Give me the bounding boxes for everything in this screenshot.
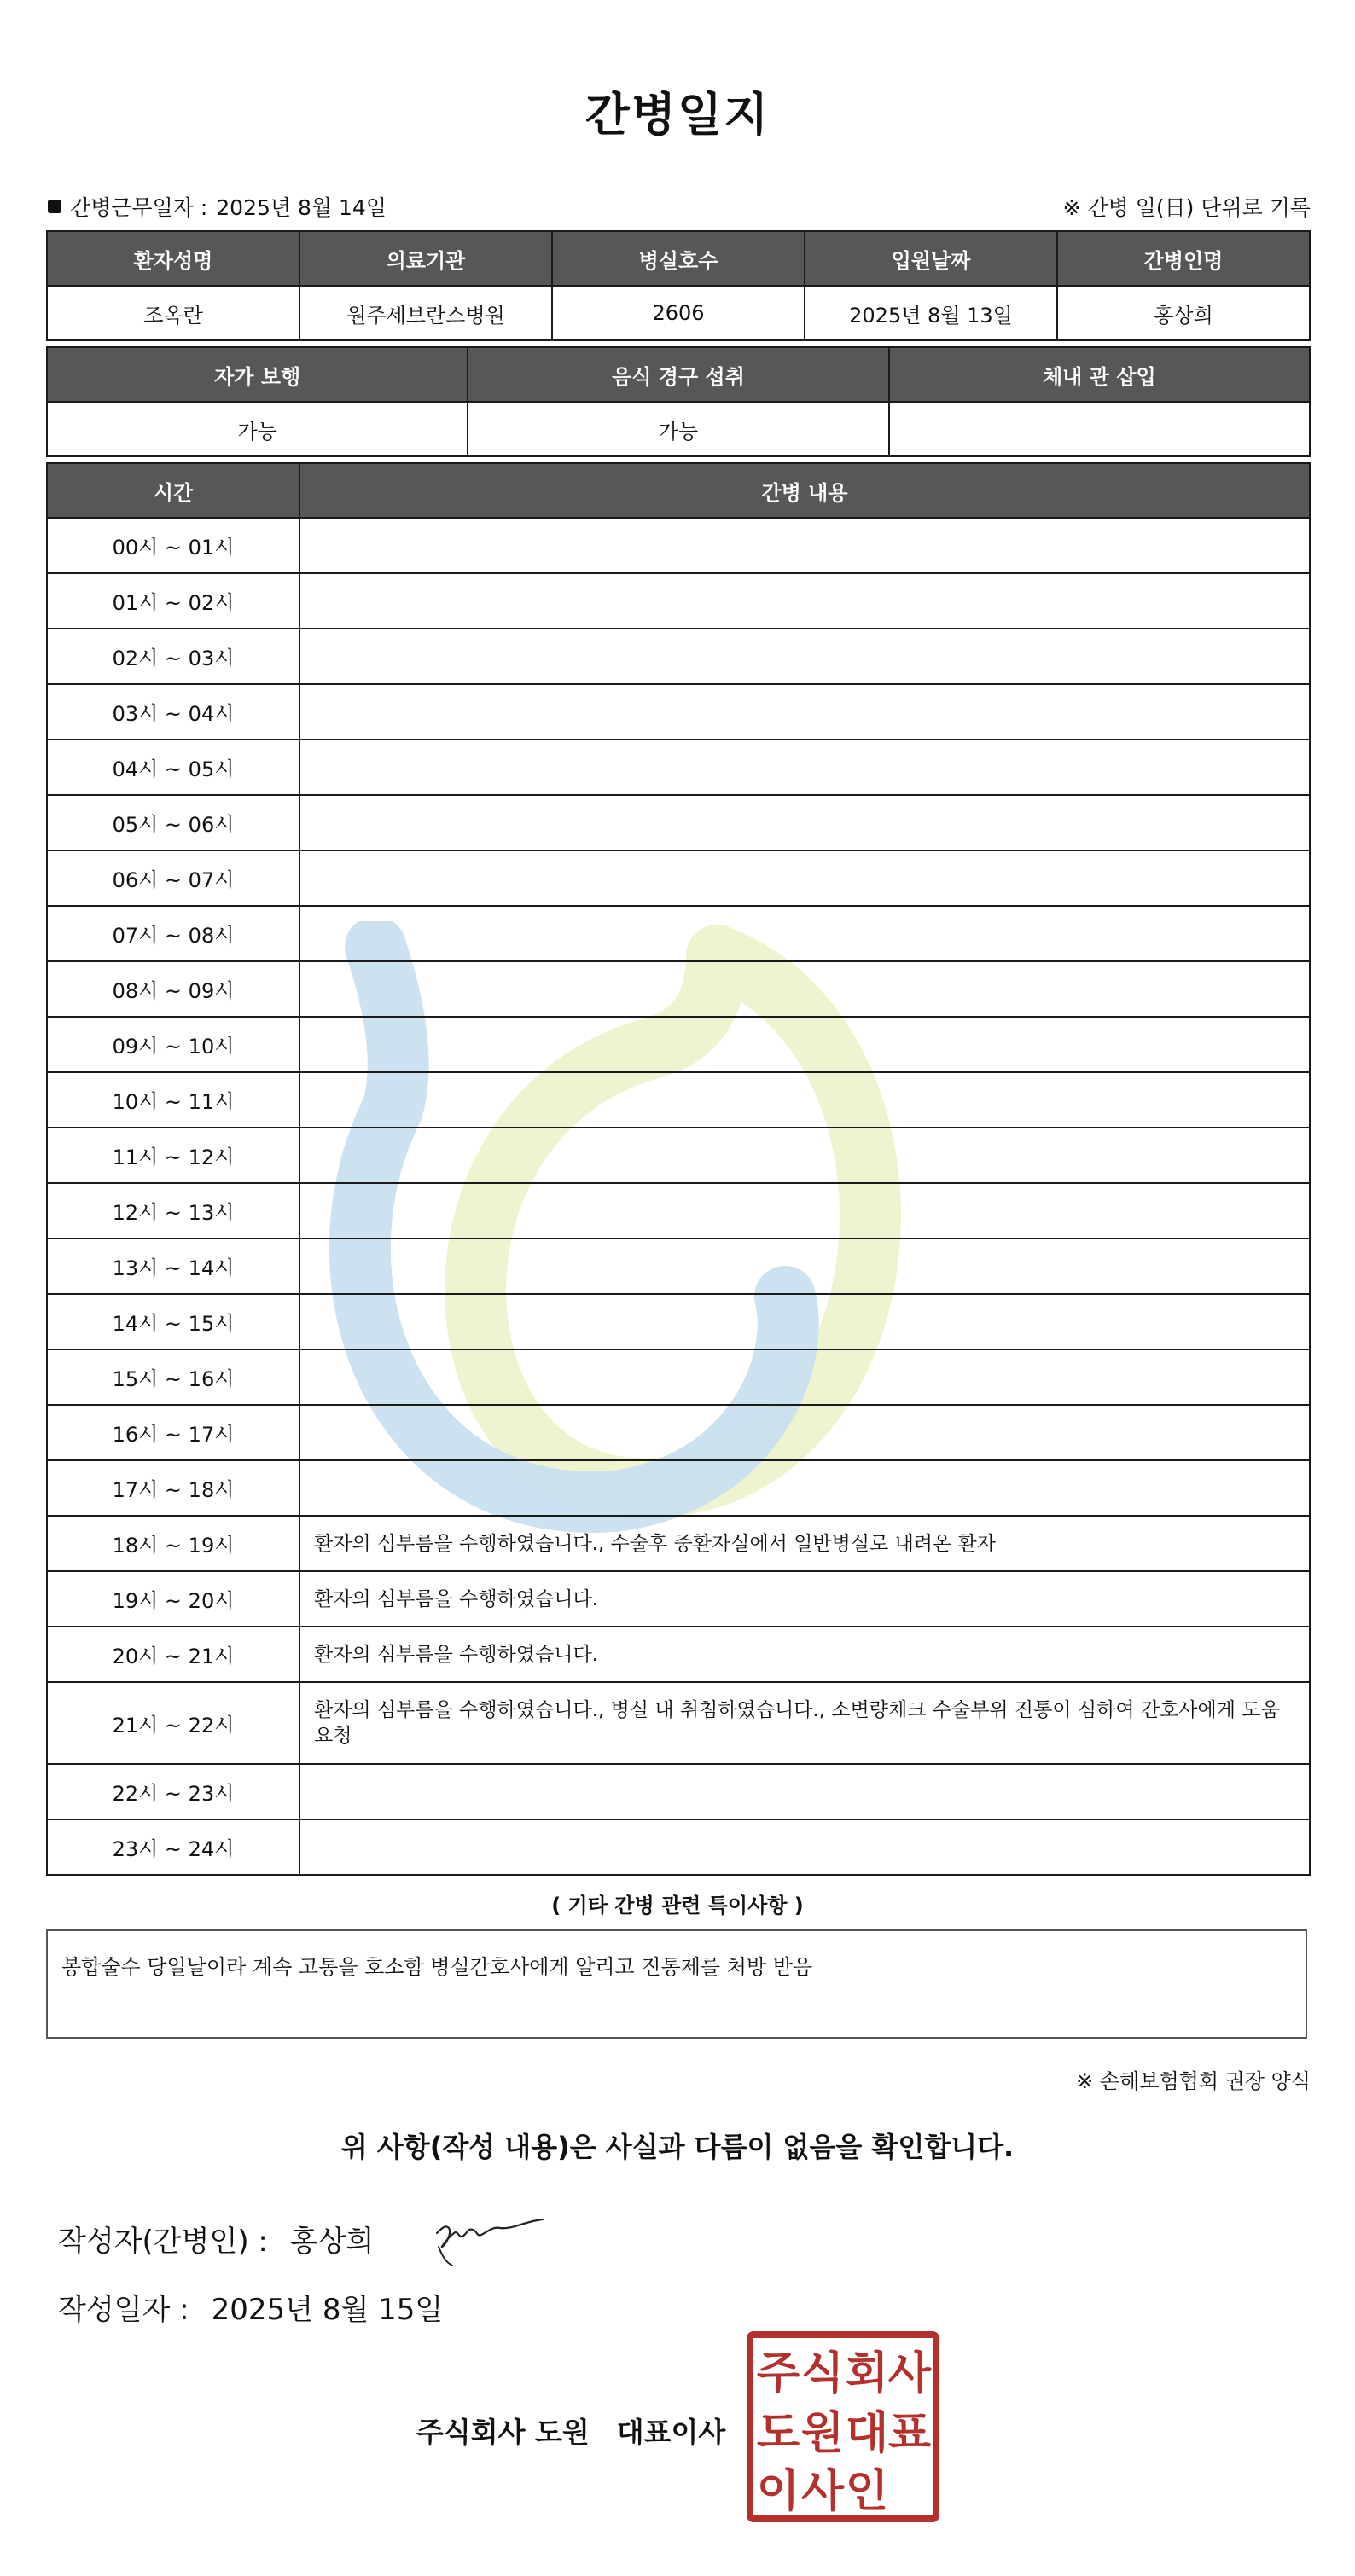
patient-status-header-row [47,347,1310,402]
daily-record-note: ※ 간병 일(日) 단위로 기록 [1062,195,1311,220]
care-log-row [47,1349,1310,1405]
care-log-time: 23시 ~ 24시 [47,1819,299,1875]
tube-insertion-value [889,402,1310,456]
patient-info-table [46,230,1311,341]
patient-name-header: 환자성명 [47,231,299,286]
care-log-content [299,850,1310,906]
care-log-time: 18시 ~ 19시 [47,1516,299,1571]
care-log-content [299,961,1310,1017]
care-log-content [299,629,1310,684]
walking-header: 자가 보행 [47,347,468,402]
care-log-time: 08시 ~ 09시 [47,961,299,1017]
handwritten-signature [433,2208,546,2269]
care-log-time: 15시 ~ 16시 [47,1349,299,1405]
care-log-row [47,1239,1310,1294]
care-log-row [47,1017,1310,1072]
care-log-time: 16시 ~ 17시 [47,1405,299,1460]
care-log-time: 13시 ~ 14시 [47,1239,299,1294]
care-log-content [299,1460,1310,1516]
care-log-time: 06시 ~ 07시 [47,850,299,906]
room-number-value: 2606 [552,286,805,340]
tube-insertion-header: 체내 관 삽입 [889,347,1310,402]
seal-character: 사 [887,2348,932,2399]
care-log-content: 환자의 심부름을 수행하였습니다., 병실 내 취침하였습니다., 소변량체크 수술부위 진통이 심하여 간호사에게 도움 요청 [299,1682,1310,1764]
seal-character: 인 [845,2466,889,2517]
care-log-row [47,1294,1310,1349]
care-log-time: 02시 ~ 03시 [47,629,299,684]
care-content-header: 간병 내용 [299,463,1310,518]
care-log-row [47,1516,1310,1571]
care-log-row [47,1183,1310,1239]
care-log-time: 11시 ~ 12시 [47,1128,299,1183]
notes-text: 봉합술수 당일날이라 계속 고통을 호소함 병실간호사에게 알리고 진통제를 처방 받음 [61,1955,813,1979]
seal-character: 도 [756,2408,800,2459]
care-log-row [47,740,1310,795]
care-log-content: 환자의 심부름을 수행하였습니다. [299,1627,1310,1682]
author-date-line [58,2286,443,2328]
work-date-value: 2025년 8월 14일 [216,195,387,220]
company-line [416,2411,725,2451]
patient-status-value-row [47,402,1310,456]
care-log-header-row [47,463,1310,518]
notes-box [46,1929,1307,2039]
care-log-row [47,961,1310,1017]
seal-character: 대 [845,2408,889,2459]
company-name: 주식회사 도원 [416,2416,590,2449]
company-title: 대표이사 [616,2416,726,2449]
author-date-label: 작성일자 : [58,2293,189,2327]
room-number-header: 병실호수 [552,231,805,286]
care-log-row [47,629,1310,684]
hospital-header: 의료기관 [299,231,552,286]
care-log-row [47,1460,1310,1516]
care-log-content [299,1128,1310,1183]
care-log-content [299,1405,1310,1460]
care-log-row [47,1571,1310,1627]
care-log-content [299,1294,1310,1349]
hospital-value: 원주세브란스병원 [299,286,552,340]
care-log-time: 22시 ~ 23시 [47,1764,299,1819]
author-date-value: 2025년 8월 15일 [211,2293,444,2327]
care-log-content [299,1819,1310,1875]
confirmation-statement: 위 사항(작성 내용)은 사실과 다름이 없음을 확인합니다. [340,2131,1015,2163]
care-log-time: 10시 ~ 11시 [47,1072,299,1128]
patient-status-table [46,346,1311,457]
care-log-time: 05시 ~ 06시 [47,795,299,850]
care-log-time: 07시 ~ 08시 [47,906,299,961]
care-log-content [299,518,1310,573]
care-log-content [299,684,1310,740]
caregiver-name-header: 간병인명 [1057,231,1310,286]
care-log-content: 환자의 심부름을 수행하였습니다., 수술후 중환자실에서 일반병실로 내려온 환자 [299,1516,1310,1571]
care-log-content [299,573,1310,629]
care-log-row [47,1072,1310,1128]
admission-date-value: 2025년 8월 13일 [805,286,1057,340]
care-log-content [299,1072,1310,1128]
care-log-time: 17시 ~ 18시 [47,1460,299,1516]
author-label: 작성자(간병인) : [58,2225,268,2259]
care-log-content [299,1764,1310,1819]
care-log-row [47,573,1310,629]
author-line [58,2218,374,2260]
care-log-content [299,1349,1310,1405]
care-log-time: 14시 ~ 15시 [47,1294,299,1349]
oral-intake-value: 가능 [468,402,888,456]
seal-character: 이 [756,2466,800,2517]
care-log-row [47,850,1310,906]
work-date [48,191,387,222]
care-log-row [47,1627,1310,1682]
care-log-body [47,518,1310,1875]
care-log-time: 20시 ~ 21시 [47,1627,299,1682]
admission-date-header: 입원날짜 [805,231,1057,286]
care-log-content [299,740,1310,795]
care-log-content [299,1239,1310,1294]
care-log-row [47,1128,1310,1183]
care-log-row [47,1764,1310,1819]
care-log-time: 21시 ~ 22시 [47,1682,299,1764]
care-log-time: 19시 ~ 20시 [47,1571,299,1627]
work-date-label: 간병근무일자 : [70,195,208,220]
patient-info-value-row [47,286,1310,340]
caregiver-name-value: 홍상희 [1057,286,1310,340]
care-log-time: 09시 ~ 10시 [47,1017,299,1072]
care-log-content [299,795,1310,850]
care-log-row [47,906,1310,961]
care-log-time: 01시 ~ 02시 [47,573,299,629]
form-source-note: ※ 손해보험협회 권장 양식 [1076,2069,1311,2093]
care-log-time: 04시 ~ 05시 [47,740,299,795]
oral-intake-header: 음식 경구 섭취 [468,347,888,402]
care-log-time: 12시 ~ 13시 [47,1183,299,1239]
care-log-row [47,1405,1310,1460]
time-header: 시간 [47,463,299,518]
care-log-row [47,1682,1310,1764]
care-log-row [47,518,1310,573]
care-log-row [47,684,1310,740]
seal-character: 표 [887,2408,932,2459]
author-name: 홍상희 [289,2225,375,2259]
care-log-content [299,1017,1310,1072]
care-log-content [299,906,1310,961]
seal-character: 식 [800,2348,845,2399]
page-title: 간병일지 [584,88,771,142]
care-log-time: 00시 ~ 01시 [47,518,299,573]
seal-character: 주 [756,2348,800,2399]
bullet-square-icon [48,200,61,213]
notes-title: ( 기타 간병 관련 특이사항 ) [551,1894,804,1917]
company-seal-stamp [746,2330,940,2523]
walking-value: 가능 [47,402,468,456]
care-log-content [299,1183,1310,1239]
care-log-time: 03시 ~ 04시 [47,684,299,740]
seal-character: 사 [800,2466,845,2517]
patient-name-value: 조옥란 [47,286,299,340]
care-log-row [47,1819,1310,1875]
care-log-content: 환자의 심부름을 수행하였습니다. [299,1571,1310,1627]
care-log-table [46,462,1311,1876]
seal-character: 회 [845,2348,889,2399]
seal-character: 원 [800,2408,845,2459]
patient-info-header-row [47,231,1310,286]
care-log-row [47,795,1310,850]
